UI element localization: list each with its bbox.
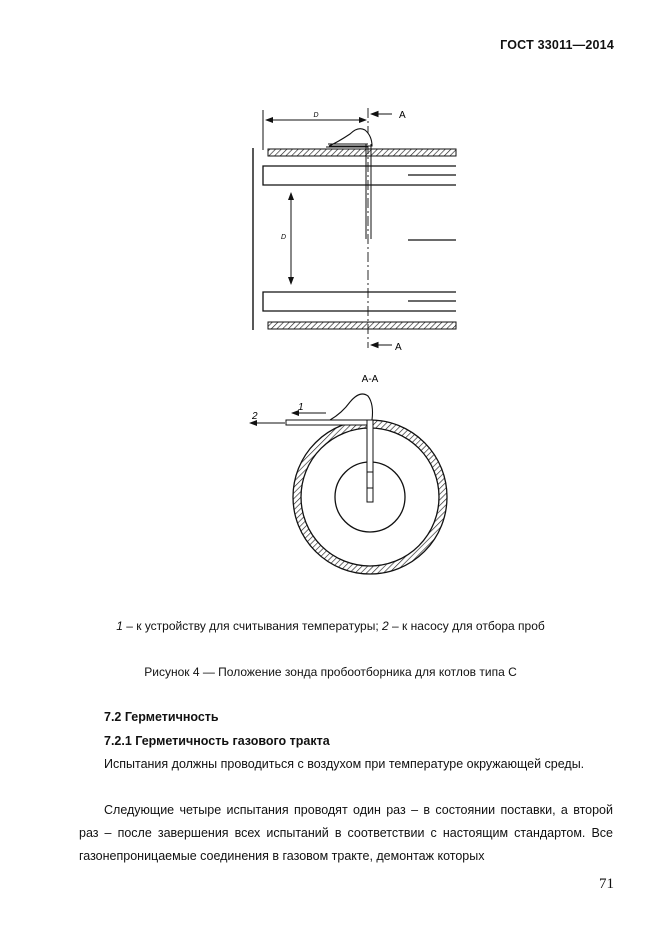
bottom-hatched-wall <box>268 322 456 329</box>
legend-number-2: 2 <box>382 619 389 633</box>
legend-text-1: – к устройству для считывания температуры; <box>122 619 383 633</box>
subsection-heading: 7.2.1 Герметичность газового тракта <box>104 734 330 748</box>
section-heading: 7.2 Герметичность <box>104 710 219 724</box>
side-view <box>253 108 456 353</box>
figure-caption: Рисунок 4 — Положение зонда пробоотборника для котлов типа С <box>144 665 517 679</box>
marker-2: 2 <box>252 411 258 422</box>
document-header: ГОСТ 33011—2014 <box>500 38 614 52</box>
section-marker-top: A <box>399 110 406 121</box>
paragraph: Следующие четыре испытания проводят один раз – в состоянии поставки, а второй раз – после завершения всех испытаний в соответствии с настоящим стандартом. Все газонепроницаемые соединения в газовом тракте, демонтаж которых <box>79 803 613 863</box>
paragraph: Испытания должны проводиться с воздухом при температуре окружающей среды. <box>104 757 585 771</box>
legend-number-1: 1 <box>116 619 123 633</box>
dim-d-top-label: D <box>313 112 319 119</box>
section-marker-bottom: A <box>395 342 402 353</box>
probe-side <box>326 129 372 239</box>
cross-section-view <box>250 374 447 574</box>
marker-1: 1 <box>298 402 304 413</box>
legend-text-2: – к насосу для отбора проб <box>388 619 545 633</box>
page-number: 71 <box>599 876 614 892</box>
figure-legend <box>0 619 661 633</box>
top-hatched-wall <box>268 149 456 156</box>
dim-d-side-label: D <box>280 234 286 241</box>
section-view-label: A-A <box>361 374 379 385</box>
